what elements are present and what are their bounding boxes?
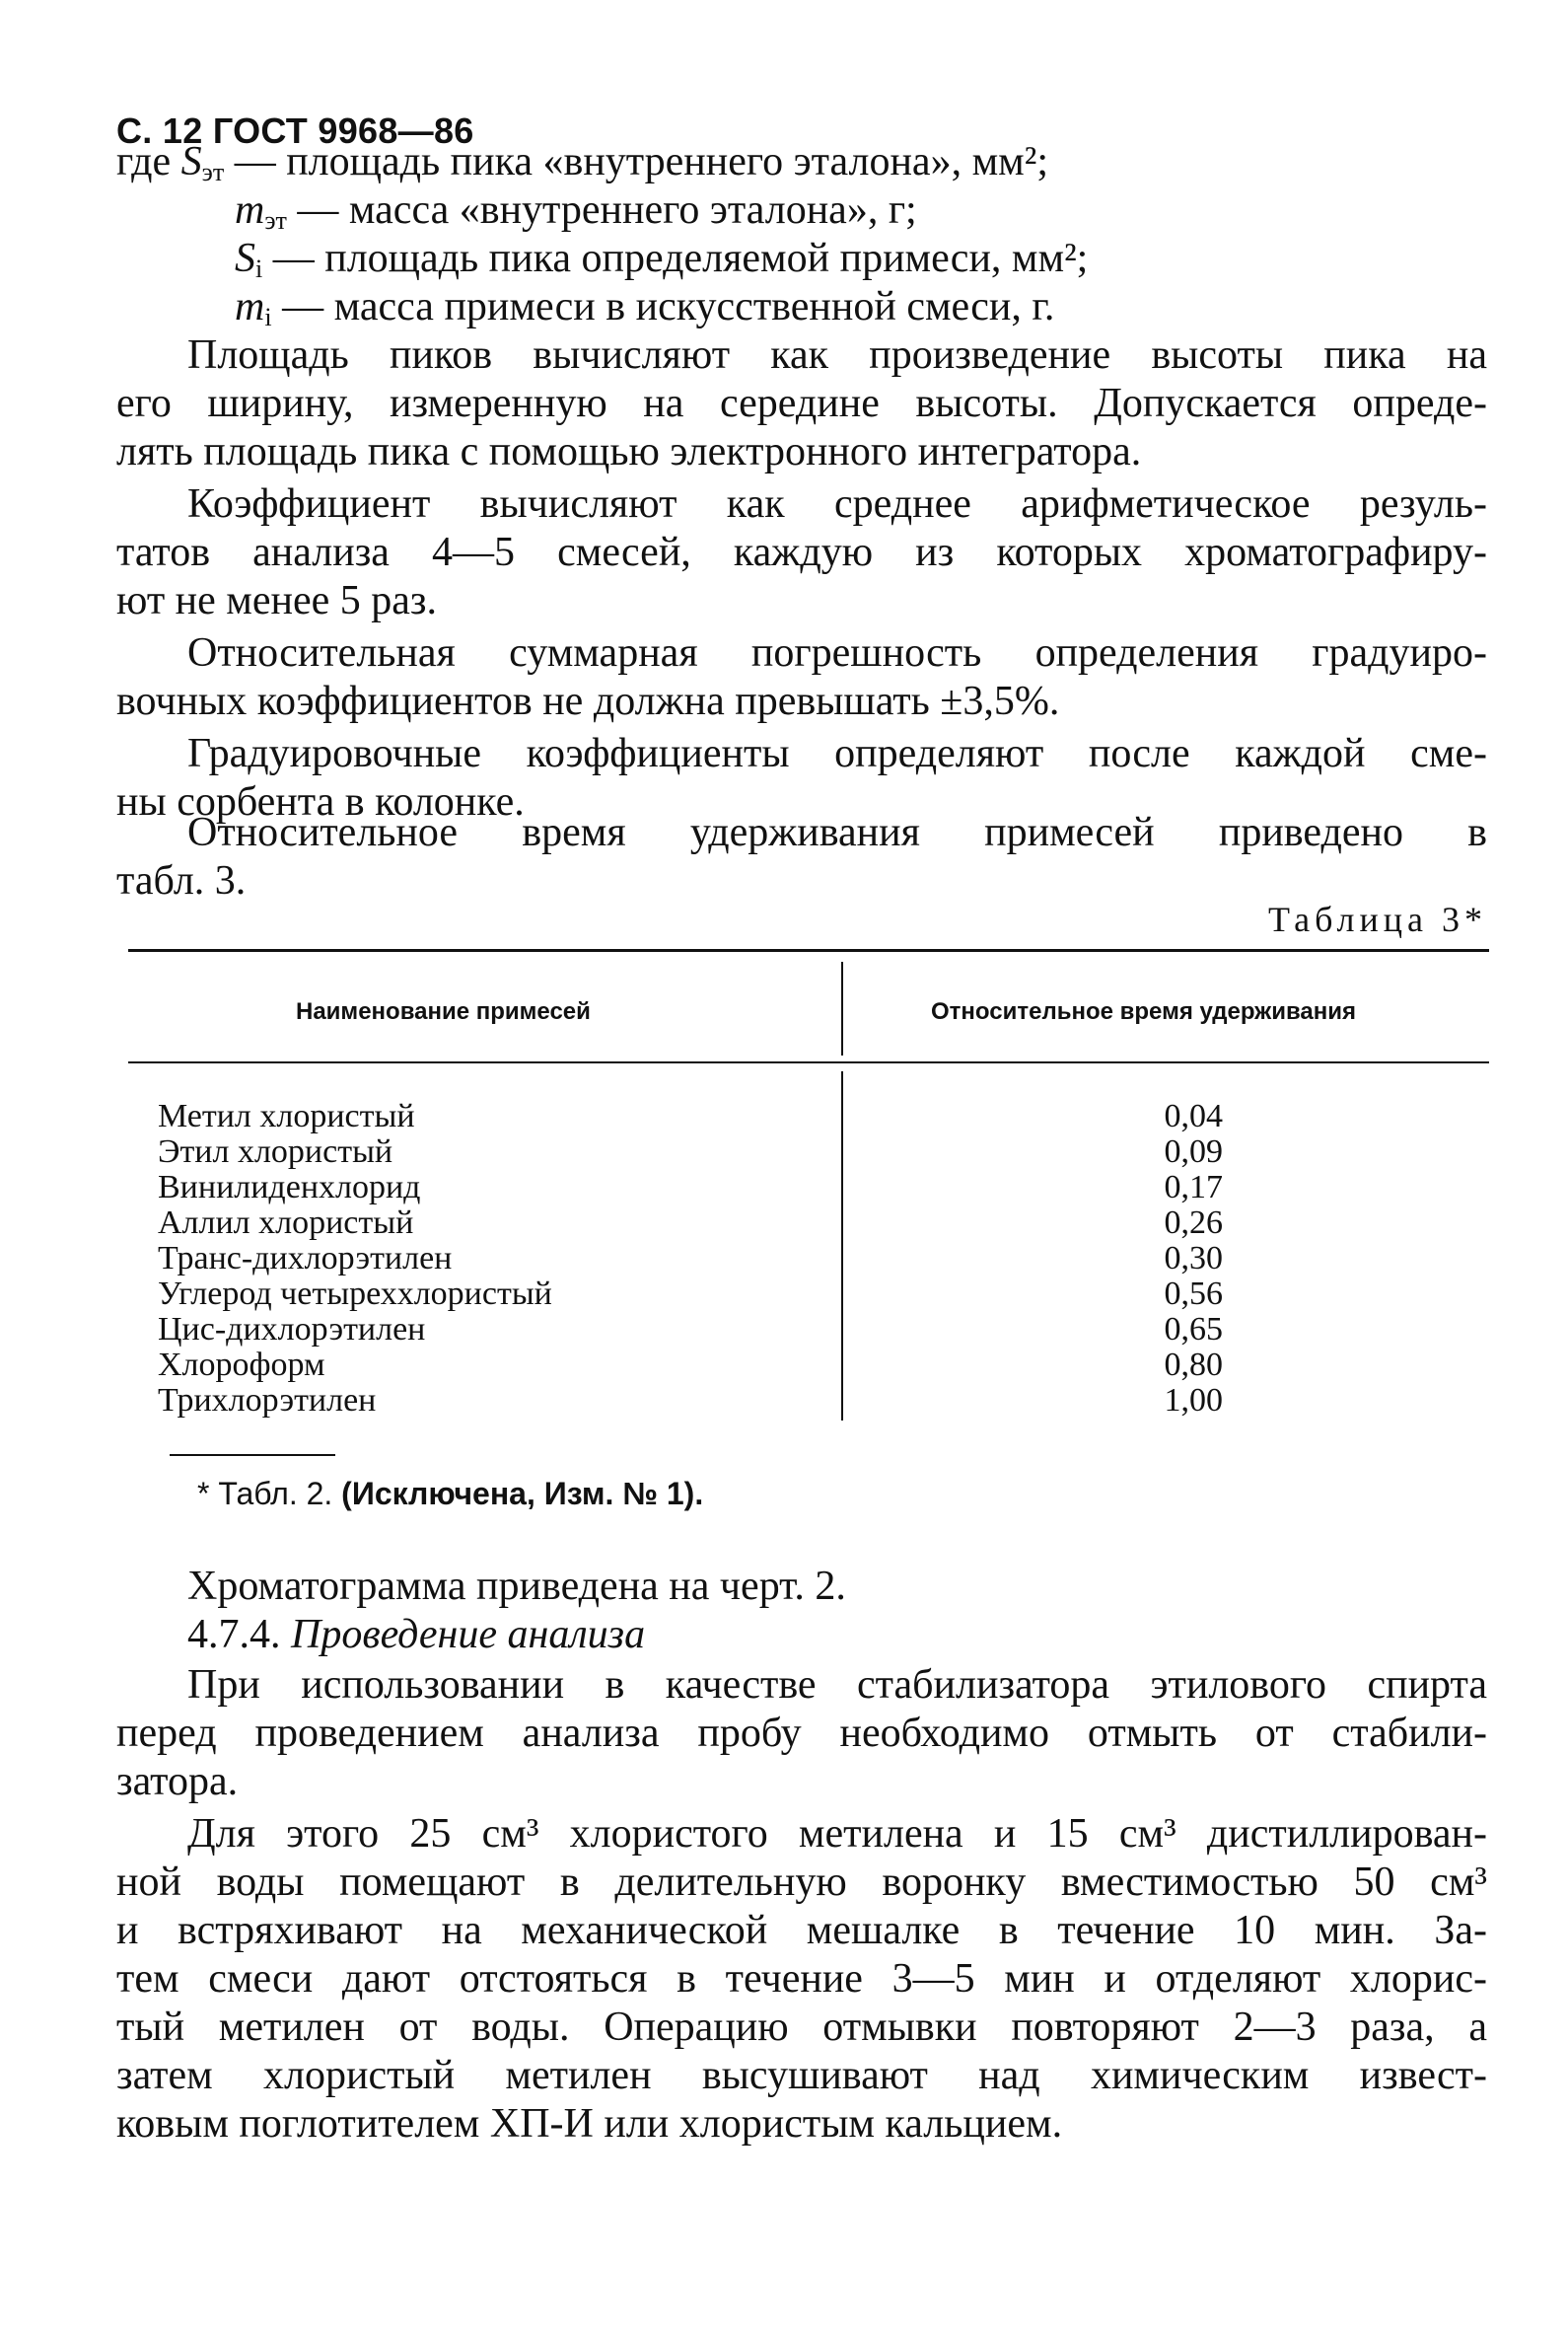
symbol-m: $m_{эт}$ — [235, 187, 287, 235]
paragraph-line: татов анализа 4—5 смесей, каждую из которых хроматографиру- — [116, 530, 1487, 575]
section-number: 4.7.4. — [187, 1612, 291, 1657]
definition-lead: где — [116, 139, 181, 184]
paragraph-line: табл. 3. — [116, 858, 247, 904]
footnote-separator — [170, 1454, 335, 1456]
table-cell-name: Аллил хлористый — [158, 1204, 414, 1241]
symbol-m: $m_i$ — [235, 284, 272, 331]
impurity-name-list — [158, 1099, 848, 1419]
paragraph-line: ковым поглотителем ХП-И или хлористым кальцием. — [116, 2101, 1063, 2147]
paragraph-line: Для этого 25 см³ хлористого метилена и 15 см³ дистиллирован- — [187, 1811, 1487, 1857]
footnote-text: (Исключена, Изм. № 1). — [341, 1476, 704, 1511]
table-header-rule — [128, 1061, 1489, 1063]
table-footnote — [197, 1476, 703, 1512]
column-header-retention: Относительное время удерживания — [931, 998, 1356, 1025]
paragraph-line: его ширину, измеренную на середине высоты. Допускается опреде- — [116, 381, 1487, 426]
paragraph-line: вочных коэффициентов не должна превышать ±3,5%. — [116, 679, 1060, 724]
table-cell-value: 0,09 — [1164, 1133, 1223, 1170]
page-header: С. 12 ГОСТ 9968—86 — [116, 110, 474, 151]
table-cell-value: 0,04 — [1164, 1098, 1223, 1134]
paragraph-line: Площадь пиков вычисляют как произведение высоты пика на — [187, 332, 1487, 378]
paragraph-line: тем смеси дают отстояться в течение 3—5 мин и отделяют хлорис- — [116, 1956, 1487, 2002]
table-cell-name: Трихлорэтилен — [158, 1382, 377, 1419]
paragraph-line: затора. — [116, 1759, 239, 1804]
paragraph-line: Градуировочные коэффициенты определяют после каждой сме- — [187, 731, 1487, 776]
table-cell-value: 0,65 — [1164, 1311, 1223, 1348]
table-top-rule — [128, 949, 1489, 952]
table-cell-name: Метил хлористый — [158, 1098, 415, 1134]
section-title: Проведение анализа — [291, 1612, 646, 1657]
column-header-name: Наименование примесей — [296, 998, 591, 1025]
section-heading — [187, 1611, 1558, 1659]
table-cell-name: Винилиденхлорид — [158, 1169, 421, 1205]
table-cell-value: 0,26 — [1164, 1204, 1223, 1241]
paragraph-line: лять площадь пика с помощью электронного интегратора. — [116, 429, 1142, 474]
table-cell-value: 0,56 — [1164, 1276, 1223, 1312]
table-cell-value: 0,80 — [1164, 1347, 1223, 1383]
table-cell-name: Этил хлористый — [158, 1133, 393, 1170]
table-caption: Таблица 3* — [1268, 900, 1487, 939]
paragraph-line: перед проведением анализа пробу необходимо отмыть от стабили- — [116, 1711, 1487, 1756]
table-cell-name: Углерод четыреххлористый — [158, 1276, 552, 1312]
paragraph-line: Относительное время удерживания примесей приведено в — [187, 810, 1487, 855]
table-cell-name: Хлороформ — [158, 1347, 325, 1383]
symbol-s: $S_i$ — [235, 236, 263, 283]
paragraph-line: тый метилен от воды. Операцию отмывки повторяют 2—3 раза, а — [116, 2005, 1487, 2050]
paragraph-line: ют не менее 5 раз. — [116, 578, 438, 623]
definition-text: — масса «внутреннего эталона», г; — [286, 187, 917, 233]
table-cell-name: Транс-дихлорэтилен — [158, 1240, 453, 1276]
table-cell-value: 0,17 — [1164, 1169, 1223, 1205]
paragraph-line: Коэффициент вычисляют как среднее арифметическое резуль- — [187, 481, 1487, 527]
paragraph-line: ны сорбента в колонке. — [116, 779, 525, 825]
paragraph-line: При использовании в качестве стабилизатора этилового спирта — [187, 1662, 1487, 1708]
definition-text: — масса примеси в искусственной смеси, г. — [271, 284, 1055, 329]
paragraph-line: ной воды помещают в делительную воронку вместимостью 50 см³ — [116, 1859, 1487, 1905]
table-cell-value: 1,00 — [1164, 1382, 1223, 1419]
retention-value-list — [1105, 1099, 1223, 1419]
table-header-divider — [841, 962, 843, 1056]
symbol-s: $S_{эт}$ — [180, 139, 225, 186]
paragraph-line: Относительная суммарная погрешность определения градуиро- — [187, 630, 1487, 676]
paragraph-line: затем хлористый метилен высушивают над химическим извест- — [116, 2053, 1487, 2098]
paragraph-line: и встряхивают на механической мешалке в течение 10 мин. За- — [116, 1908, 1487, 1953]
definition-text: — площадь пика «внутреннего эталона», мм²; — [224, 139, 1048, 184]
chromatogram-reference: Хроматограмма приведена на черт. 2. — [187, 1564, 846, 1609]
table-cell-value: 0,30 — [1164, 1240, 1223, 1276]
definition-text: — площадь пика определяемой примеси, мм²; — [262, 236, 1089, 281]
footnote-star: * Табл. 2. — [197, 1476, 342, 1511]
table-cell-name: Цис-дихлорэтилен — [158, 1311, 426, 1348]
